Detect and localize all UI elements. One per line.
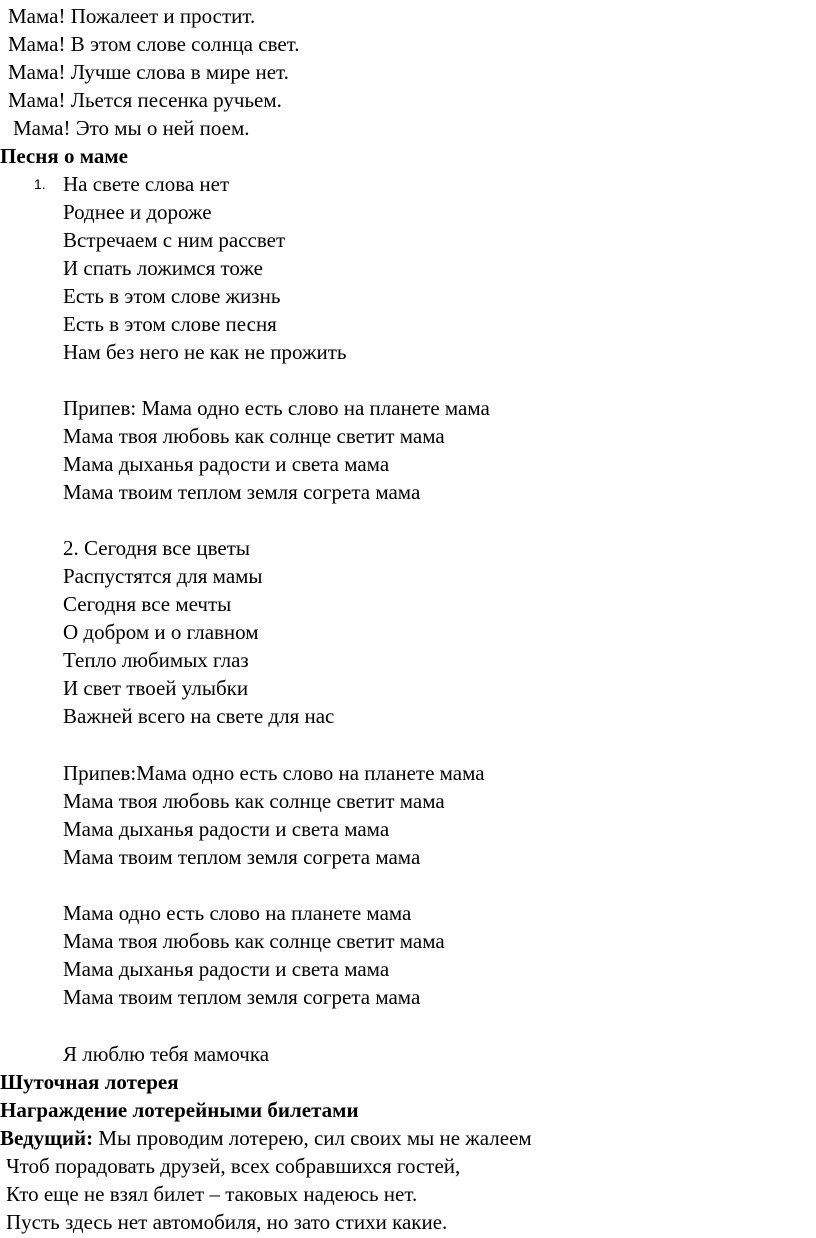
verse1-number: 1. (34, 176, 46, 192)
chorus-line: Мама твоим теплом земля согрета мама (63, 985, 421, 1009)
chorus-line: Мама твоя любовь как солнце светит мама (63, 424, 445, 448)
verse-line: Важней всего на свете для нас (63, 704, 335, 728)
verse-line: Распустятся для мамы (63, 564, 263, 588)
host-line (0, 1124, 532, 1152)
intro-line: Мама! В этом слове солнца свет. (8, 32, 300, 56)
verse-line: Нам без него не как не прожить (63, 340, 347, 364)
host-line: Кто еще не взял билет – таковых надеюсь нет. (6, 1182, 418, 1206)
intro-line: Мама! Это мы о ней поем. (13, 116, 250, 140)
intro-line: Мама! Лучше слова в мире нет. (8, 60, 289, 84)
verse-line: Есть в этом слове песня (63, 312, 277, 336)
host-line: Чтоб порадовать друзей, всех собравшихся гостей, (6, 1154, 461, 1178)
chorus-line: Мама одно есть слово на планете мама (63, 901, 412, 925)
host-line: Пусть здесь нет автомобиля, но зато стихи какие. (6, 1210, 448, 1234)
verse-line: Есть в этом слове жизнь (63, 284, 281, 308)
song-title: Песня о маме (0, 144, 128, 168)
chorus-line: Мама дыханья радости и света мама (63, 452, 390, 476)
intro-line: Мама! Пожалеет и простит. (8, 4, 256, 28)
chorus-line: Мама твоя любовь как солнце светит мама (63, 929, 445, 953)
verse-line: 2. Сегодня все цветы (63, 536, 250, 560)
verse-line: На свете слова нет (63, 172, 230, 196)
chorus-line: Мама твоя любовь как солнце светит мама (63, 789, 445, 813)
closing-line: Я люблю тебя мамочка (63, 1042, 270, 1066)
verse-line: Роднее и дороже (63, 200, 212, 224)
verse-line: О добром и о главном (63, 620, 259, 644)
verse-line: И свет твоей улыбки (63, 676, 249, 700)
award-title: Награждение лотерейными билетами (0, 1098, 359, 1122)
verse-line: Сегодня все мечты (63, 592, 232, 616)
verse-line: Встречаем с ним рассвет (63, 228, 286, 252)
chorus-line: Мама твоим теплом земля согрета мама (63, 480, 421, 504)
intro-line: Мама! Льется песенка ручьем. (8, 88, 282, 112)
chorus-line: Припев:Мама одно есть слово на планете мама (63, 761, 485, 785)
verse-line: И спать ложимся тоже (63, 256, 263, 280)
chorus-line: Мама твоим теплом земля согрета мама (63, 845, 421, 869)
verse-line: Тепло любимых глаз (63, 648, 249, 672)
chorus-line: Мама дыханья радости и света мама (63, 817, 390, 841)
lottery-title: Шуточная лотерея (0, 1070, 179, 1094)
host-label: Ведущий: (0, 1126, 94, 1150)
host-first-line: Мы проводим лотерею, сил своих мы не жалеем (93, 1126, 532, 1150)
chorus-line: Припев: Мама одно есть слово на планете мама (63, 396, 490, 420)
chorus-line: Мама дыханья радости и света мама (63, 957, 390, 981)
